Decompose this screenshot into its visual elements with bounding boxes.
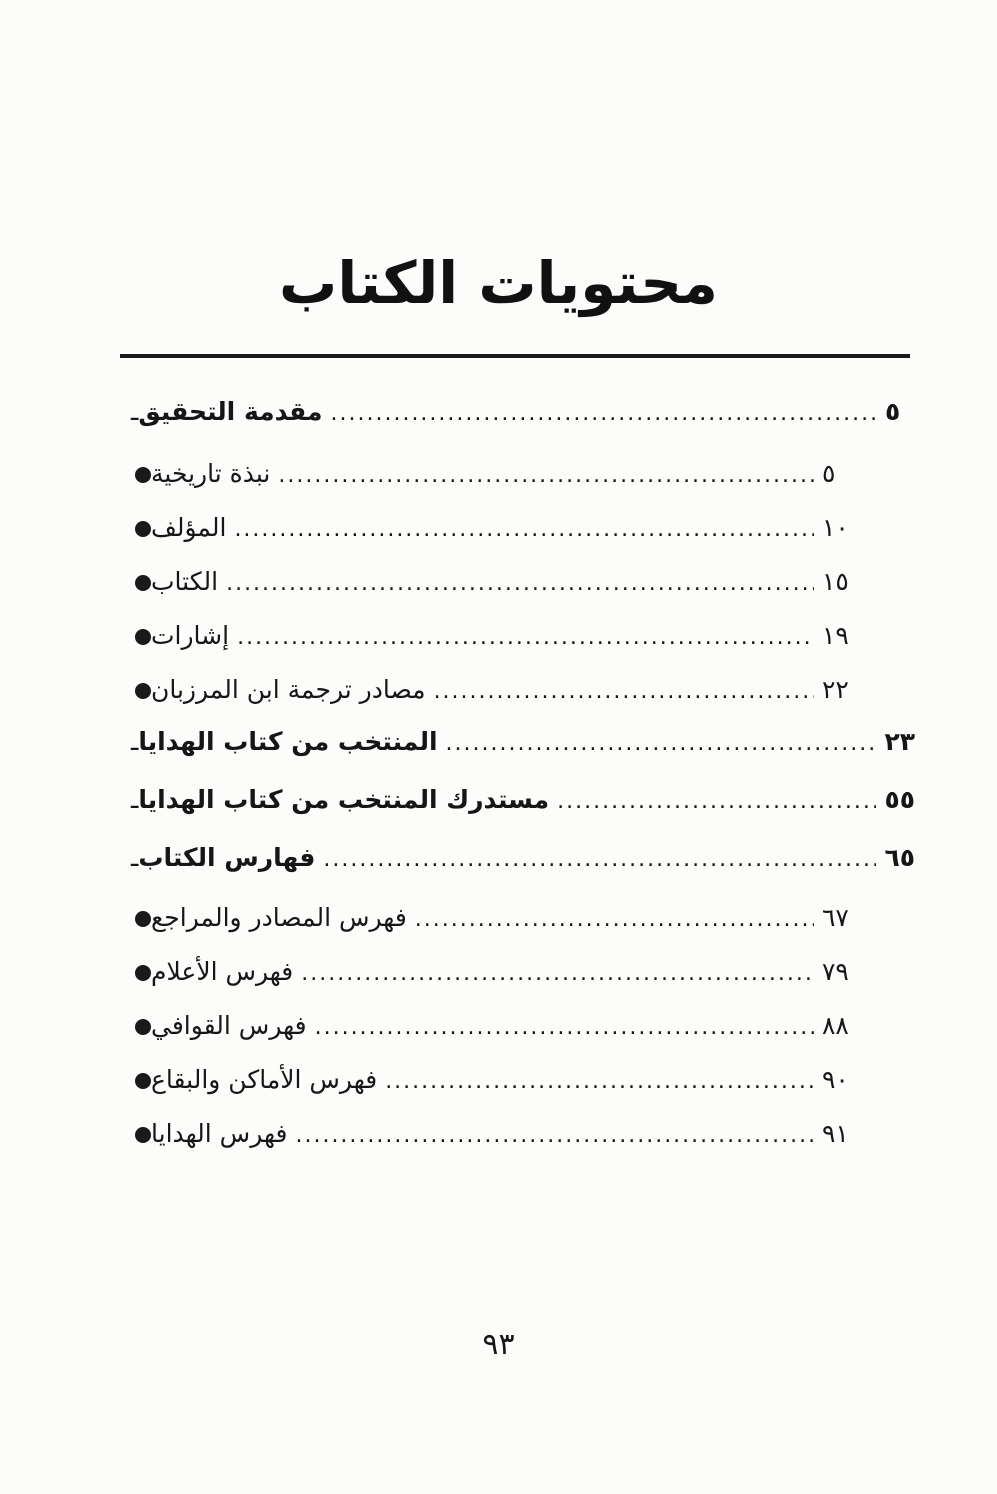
- dot-leader: [237, 616, 814, 660]
- toc-entry-sub[interactable]: [125, 668, 852, 712]
- toc-entry-main[interactable]: [125, 836, 915, 880]
- bullet-icon: [135, 965, 151, 981]
- toc-page-number: ١٥: [822, 567, 849, 596]
- bullet-icon: [135, 521, 151, 537]
- toc-page-number: ٦٧: [822, 903, 849, 932]
- toc-entry-text: نبذة تاريخية: [151, 459, 271, 488]
- dot-leader: [434, 670, 814, 714]
- bullet-icon: [135, 467, 151, 483]
- toc-entry-text: مستدرك المنتخب من كتاب الهدايا: [138, 785, 550, 814]
- dot-leader: [315, 1006, 814, 1050]
- bullet-icon: [135, 1073, 151, 1089]
- toc-page-number: ٩٠: [822, 1065, 849, 1094]
- toc-page-number: ١٠: [822, 513, 849, 542]
- toc-entry-text: فهرس الأعلام: [151, 957, 294, 986]
- dot-leader: [415, 898, 814, 942]
- toc-entry-main[interactable]: [125, 390, 915, 434]
- toc-page-number: ٢٣: [884, 727, 915, 756]
- page-number-footer: ٩٣: [482, 1327, 515, 1362]
- toc-entry-text: الكتاب: [151, 567, 219, 596]
- toc-page-number: ٢٢: [822, 675, 849, 704]
- toc-entry-text: المنتخب من كتاب الهدايا: [138, 727, 438, 756]
- toc-entry-sub[interactable]: [125, 950, 852, 994]
- dot-leader: [226, 562, 814, 606]
- dash-marker: ـ: [131, 843, 139, 872]
- dot-leader: [295, 1114, 814, 1158]
- dot-leader: [278, 454, 814, 498]
- toc-entry-text: مقدمة التحقيق: [138, 397, 323, 426]
- toc-entry-sub[interactable]: [125, 452, 852, 496]
- toc-entry-text: فهرس القوافي: [151, 1011, 307, 1040]
- toc-page-number: ١٩: [822, 621, 849, 650]
- toc-entry-text: فهرس الأماكن والبقاع: [151, 1065, 378, 1094]
- toc-entry-text: المؤلف: [151, 513, 227, 542]
- toc-page-number: ٦٥: [884, 843, 915, 872]
- toc-page-number: ٥: [885, 397, 901, 426]
- dash-marker: ـ: [131, 727, 139, 756]
- toc-entry-sub[interactable]: [125, 560, 852, 604]
- toc-entry-sub[interactable]: [125, 896, 852, 940]
- bullet-icon: [135, 1019, 151, 1035]
- toc-entry-text: فهارس الكتاب: [138, 843, 316, 872]
- table-of-contents: [125, 0, 915, 1494]
- toc-entry-text: إشارات: [151, 621, 230, 650]
- bullet-icon: [135, 575, 151, 591]
- toc-page-number: ٧٩: [822, 957, 849, 986]
- page-title: محتويات الكتاب: [279, 249, 718, 317]
- toc-entry-main[interactable]: [125, 720, 915, 764]
- dot-leader: [234, 508, 814, 552]
- dot-leader: [323, 838, 876, 882]
- dot-leader: [331, 392, 878, 436]
- toc-entry-text: فهرس المصادر والمراجع: [151, 903, 407, 932]
- toc-entry-text: مصادر ترجمة ابن المرزبان: [151, 675, 426, 704]
- bullet-icon: [135, 1127, 151, 1143]
- bullet-icon: [135, 683, 151, 699]
- bullet-icon: [135, 629, 151, 645]
- toc-entry-sub[interactable]: [125, 1112, 852, 1156]
- dash-marker: ـ: [131, 397, 139, 426]
- toc-page-number: ٥٥: [884, 785, 915, 814]
- dot-leader: [446, 722, 877, 766]
- toc-entry-sub[interactable]: [125, 614, 852, 658]
- toc-entry-sub[interactable]: [125, 1004, 852, 1048]
- dash-marker: ـ: [131, 785, 139, 814]
- dot-leader: [301, 952, 814, 996]
- toc-entry-main[interactable]: [125, 778, 915, 822]
- dot-leader: [557, 780, 876, 824]
- toc-page-number: ٥: [822, 459, 836, 488]
- dot-leader: [385, 1060, 814, 1104]
- toc-page-number: ٨٨: [822, 1011, 849, 1040]
- toc-entry-sub[interactable]: [125, 1058, 852, 1102]
- toc-page-number: ٩١: [822, 1119, 849, 1148]
- toc-entry-text: فهرس الهدايا: [151, 1119, 288, 1148]
- toc-entry-sub[interactable]: [125, 506, 852, 550]
- bullet-icon: [135, 911, 151, 927]
